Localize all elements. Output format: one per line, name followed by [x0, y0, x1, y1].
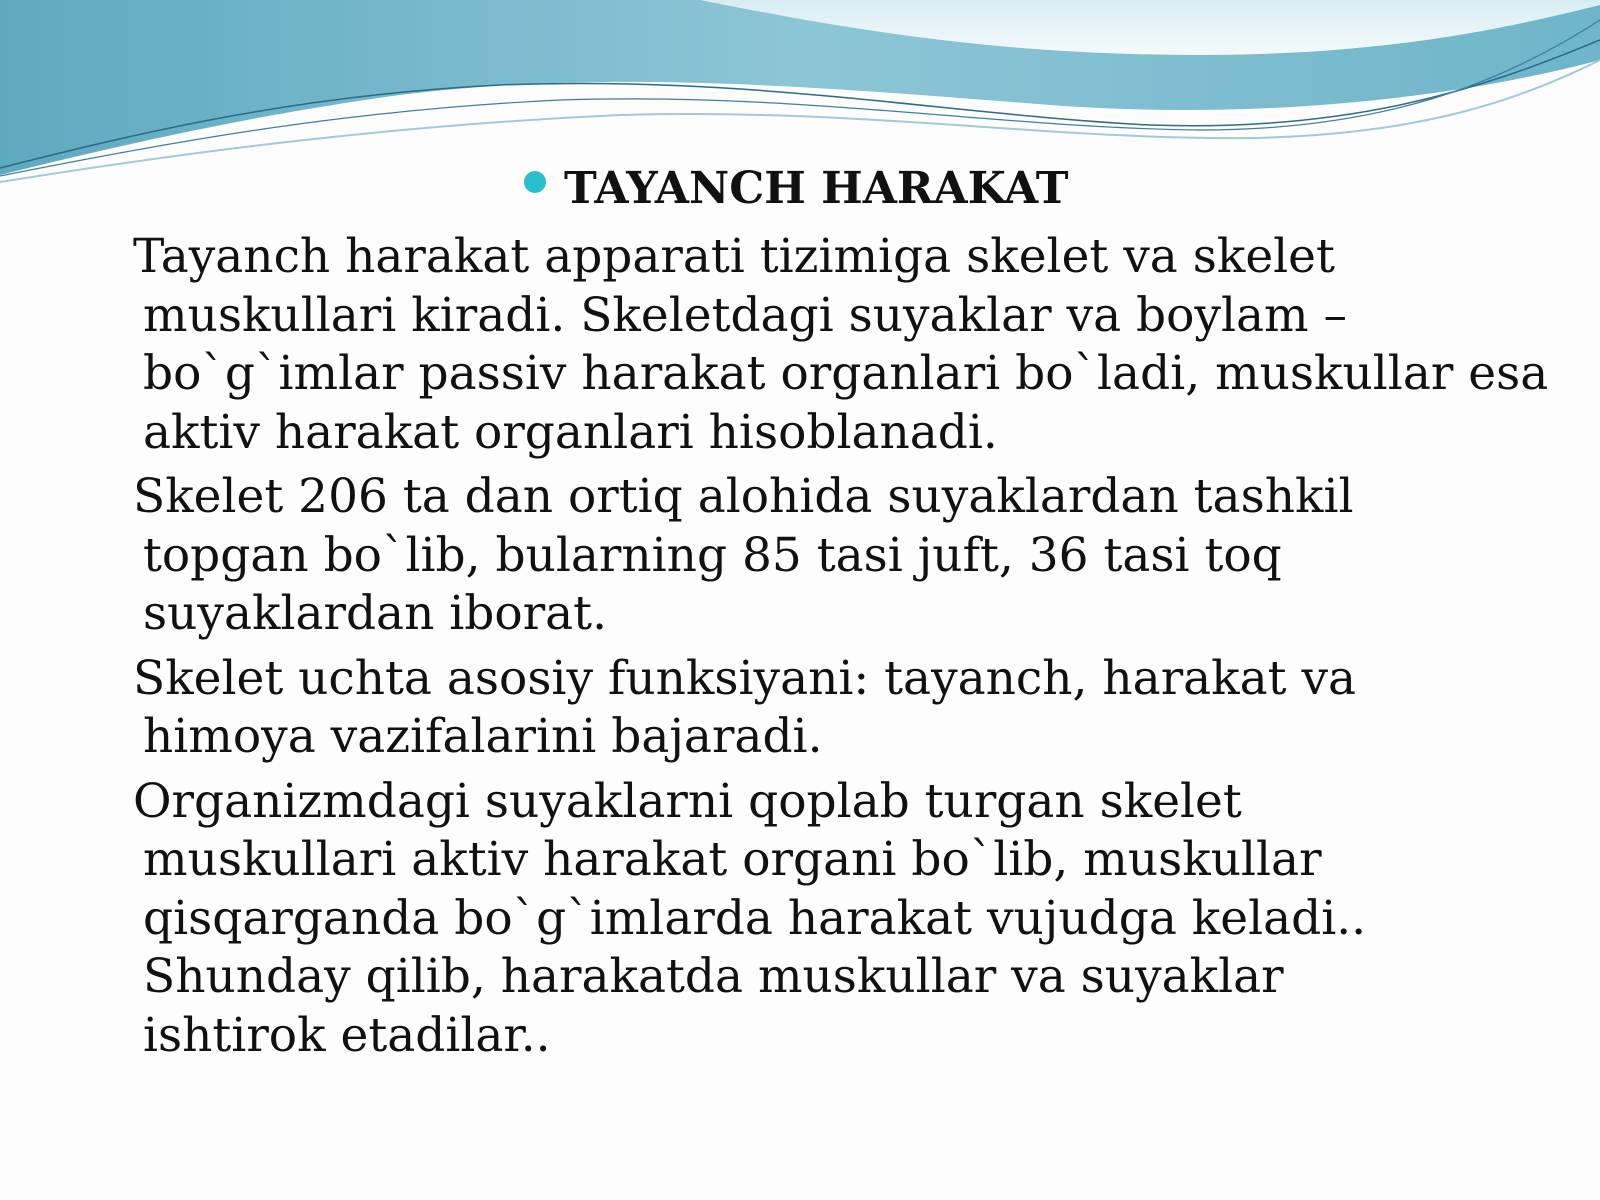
- slide-title: TAYANCH HARAKAT: [564, 162, 1069, 214]
- title-row: [524, 158, 1069, 218]
- bullet-icon: [524, 171, 546, 193]
- paragraph-3: Skelet uchta asosiy funksiyani: tayanch, harakat va himoya vazifalarini bajaradi.: [133, 650, 1357, 764]
- paragraph-4: Organizmdagi suyaklarni qoplab turgan skelet muskullari aktiv harakat organi bo`lib, muskullar qisqarganda bo`g`imlarda harakat vujudga keladi.. Shunday qilib, harakatda muskullar va suyaklar ishtirok etadilar..: [133, 773, 1367, 1063]
- paragraph-2: Skelet 206 ta dan ortiq alohida suyaklardan tashkil topgan bo`lib, bularning 85 tasi juft, 36 tasi toq suyaklardan iborat.: [133, 469, 1354, 641]
- paragraph-1: Tayanch harakat apparati tizimiga skelet va skelet muskullari kiradi. Skeletdagi suyaklar va boylam – bo`g`imlar passiv harakat organlari bo`ladi, muskullar esa aktiv harakat organlari hisoblanadi.: [133, 229, 1549, 460]
- slide-body: [133, 228, 1553, 1071]
